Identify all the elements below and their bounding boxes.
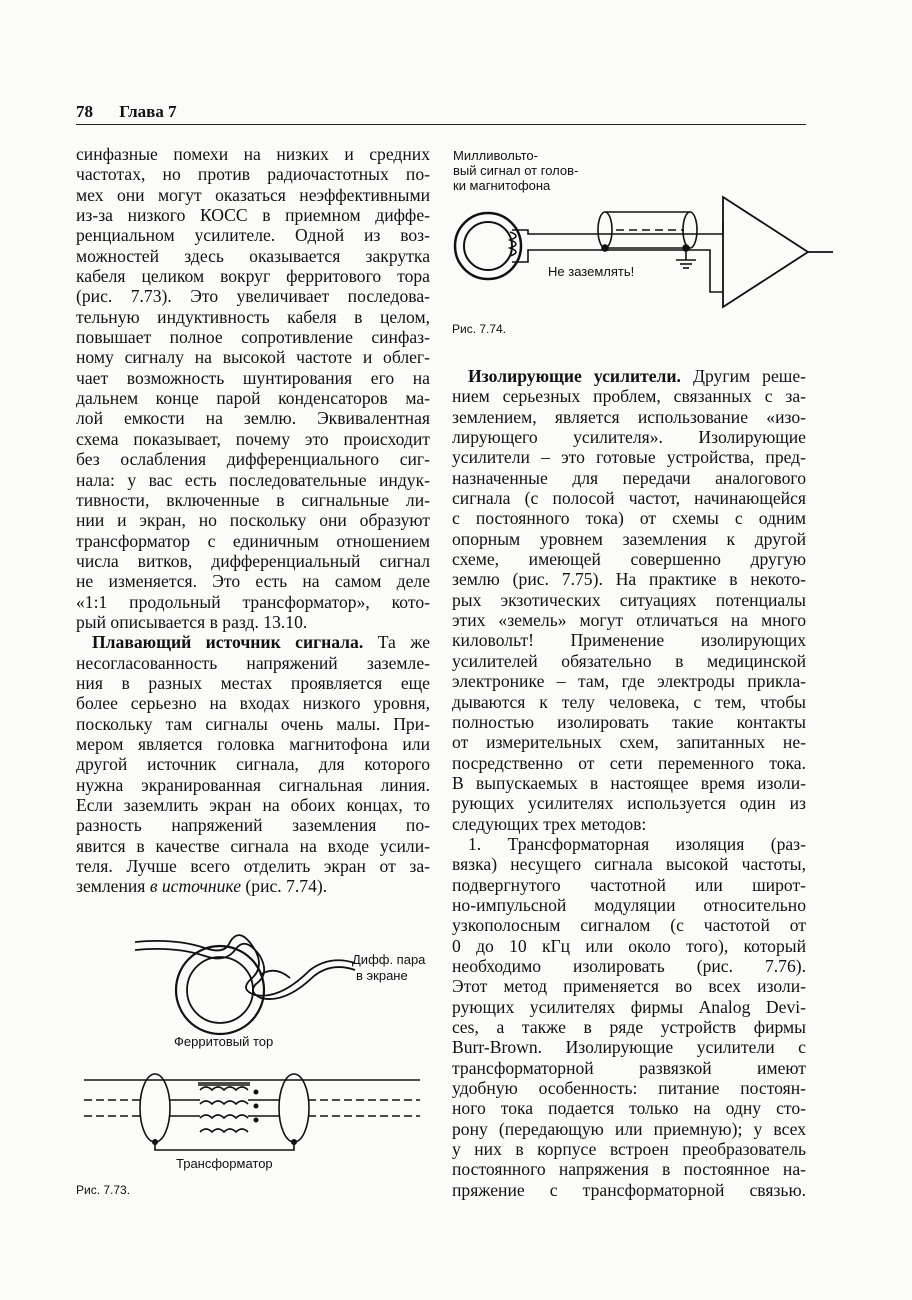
text-line: кабеля целиком вокруг ферритового тора <box>76 266 430 287</box>
text-line: В выпускаемых в настоящее время изоли- <box>452 772 806 793</box>
text-line: рону (передающую или приемную); у всех <box>452 1118 806 1139</box>
text-line: опорным уровнем заземления к другой <box>452 528 806 549</box>
amplifier-triangle <box>723 197 833 307</box>
text-line: полностью изолировать такие контакты <box>452 711 806 732</box>
text-line: трансформаторной развязкой имеют <box>452 1057 806 1078</box>
figure-caption: Рис. 7.74. <box>452 322 507 336</box>
text-line: Если заземлить экран на обоих концах, то <box>76 795 430 815</box>
text-line: удобную особенность: питание постоян- <box>452 1078 806 1099</box>
text-line: рый описывается в разд. 13.10. <box>76 611 308 632</box>
text-line: рующих усилителях фирмы Analog Devi- <box>452 996 806 1017</box>
text-line: посредственно от сети переменного тока. <box>452 752 806 773</box>
text-line: электронике – там, где электроды прикла- <box>452 671 806 692</box>
text-line: (рис. 7.73). Это увеличивает последова- <box>76 286 430 307</box>
text-line: ренциальном усилителе. Одной из воз- <box>76 225 430 246</box>
text-line: несогласованность напряжений заземле- <box>76 652 430 673</box>
text-line: мех они могут оказаться неэффективными <box>76 184 430 205</box>
text-line: рых экзотических ситуациях потенциалы <box>452 589 806 610</box>
text-line: тивности, включенные в сигнальные ли- <box>76 489 430 510</box>
text-line: нии и экран, но поскольку они образуют <box>76 510 430 531</box>
text-line: 0 до 10 кГц или около того), который <box>452 935 806 956</box>
text-line: лой емкости на землю. Эквивалентная <box>76 408 430 429</box>
text-line: частотах, но против радиочастотных по- <box>76 164 430 185</box>
text-line: лирующего усилителя». Изолирующие <box>452 427 806 448</box>
text-line: сигнала (с полосой частот, начинающейся <box>452 488 806 509</box>
paragraph-floating-source <box>76 632 430 876</box>
run-in-heading: Плавающий источник сигнала. <box>92 632 364 653</box>
figure-label-line: ки магнитофона <box>453 178 551 193</box>
running-header <box>76 102 806 122</box>
text-line: более серьезно на входах низкого уровня, <box>76 693 430 714</box>
text-line: ces, а также в ряде устройств фирмы <box>452 1017 806 1037</box>
text-line: назначенные для передачи аналогового <box>452 467 806 488</box>
text-line: нужна экранированная сигнальная линия. <box>76 774 430 795</box>
figure-7-74 <box>448 142 838 342</box>
text-line: явится в качестве сигнала на входе усили- <box>76 835 430 856</box>
text-line: Плавающий источник сигнала. Та же <box>92 632 430 653</box>
right-column <box>452 366 806 1200</box>
text-line: повышает полное сопротивление синфаз- <box>76 327 430 348</box>
signal-wiring <box>512 222 723 292</box>
figure-label-line: вый сигнал от голов- <box>453 163 579 178</box>
left-column <box>76 144 430 897</box>
twisted-cable <box>135 935 355 999</box>
text-line: следующих трех методов: <box>452 813 647 834</box>
figure-7-73 <box>80 920 440 1175</box>
text-line: нала: у вас есть последовательные индук- <box>76 469 430 490</box>
text-line: Burr-Brown. Изолирующие усилители с <box>452 1037 806 1058</box>
text-line: «1:1 продольный трансформатор», кото- <box>76 591 430 612</box>
text-line: Изолирующие усилители. Другим реше- <box>468 366 806 386</box>
toroid-label: Ферритовый тор <box>174 1034 274 1049</box>
text-line: земления в источнике (рис. 7.74). <box>76 876 328 897</box>
header-rule <box>76 124 806 125</box>
text-line: тельную индуктивность кабеля в целом, <box>76 306 430 327</box>
transformer-schematic <box>84 1074 420 1150</box>
text-line: 1. Трансформаторная изоляция (раз- <box>468 833 806 854</box>
text-line: дываются к телу человека, с тем, чтобы <box>452 691 806 712</box>
shielded-cable <box>598 212 697 248</box>
page-number: 78 <box>76 102 93 121</box>
text-line: постоянного напряжения в постоянное на- <box>452 1159 806 1180</box>
text-line: необходимо изолировать (рис. 7.76). <box>452 955 806 976</box>
text-line: усилителей обязательно в медицинской <box>452 650 806 671</box>
figure-7-73-diagram <box>80 920 440 1175</box>
text-line: поскольку там сигналы очень малы. При- <box>76 713 430 734</box>
text-line: не изменяется. Это есть на самом деле <box>76 571 430 592</box>
text-line: можностей здесь оказывается закрутка <box>76 245 430 266</box>
paragraph-common-mode <box>76 144 430 632</box>
text-line: пряжение с трансформаторной связью. <box>452 1179 806 1200</box>
text-line: киловольт! Применение изолирующих <box>452 630 806 651</box>
text-line: землю (рис. 7.75). На практике в некото- <box>452 569 806 590</box>
chapter-title: Глава 7 <box>119 102 177 121</box>
text-line: но-импульсной модуляции относительно <box>452 894 806 915</box>
text-line: другой источник сигнала, для которого <box>76 754 430 775</box>
text-line: узкополосным сигналом (с частотой от <box>452 915 806 936</box>
text-line: с постоянного тока) от схемы с одним <box>452 508 806 529</box>
text-line: ному сигналу на высокой частоте и облег- <box>76 347 430 368</box>
paragraph-transformer-isolation <box>452 834 806 1200</box>
text-line: рующих усилителях используется один из <box>452 793 806 814</box>
pair-label-line: в экране <box>356 968 408 983</box>
text-line: Этот метод применяется во всех изоли- <box>452 976 806 997</box>
text-line: числа витков, дифференциальный сигнал <box>76 550 430 571</box>
run-in-heading: Изолирующие усилители. <box>468 366 681 386</box>
figure-label-line: Милливольто- <box>453 148 538 163</box>
text-line: от измерительных схем, запитанных не- <box>452 732 806 753</box>
text-line: нием серьезных проблем, связанных с за- <box>452 386 806 407</box>
text-line: дальнем конце парой конденсаторов ма- <box>76 388 430 409</box>
figure-7-74-diagram <box>448 142 838 342</box>
no-ground-label: Не заземлять! <box>548 264 635 279</box>
text-line: мером является головка магнитофона или <box>76 733 430 754</box>
paragraph-isolation-amplifiers <box>452 366 806 834</box>
text-line: без ослабления дифференциального сиг- <box>76 449 430 470</box>
figure-caption: Рис. 7.73. <box>76 1183 131 1197</box>
text-line: землением, является использование «изо- <box>452 406 806 427</box>
text-line: схеме, имеющей совершенно другую <box>452 549 806 570</box>
text-line: разность напряжений заземления по- <box>76 815 430 836</box>
text-line: у них в корпусе встроен преобразователь <box>452 1139 806 1160</box>
text-line: синфазные помехи на низких и средних <box>76 144 430 164</box>
text-line: вязка) несущего сигнала высокой частоты, <box>452 854 806 875</box>
text-line: трансформатор с единичным отношением <box>76 530 430 551</box>
text-line: схема показывает, почему это происходит <box>76 428 430 449</box>
text-line: ния в разных местах проявляется еще <box>76 672 430 693</box>
paragraph-floating-source-end <box>76 876 430 896</box>
transformer-label: Трансформатор <box>176 1156 273 1171</box>
text-line: теля. Лучше всего отделить экран от за- <box>76 856 430 877</box>
text-line: усилители – это готовые устройства, пред- <box>452 447 806 468</box>
text-line: подвергнутого частотной или широт- <box>452 874 806 895</box>
text-line: чает возможность шунтирования его на <box>76 367 430 388</box>
text-line: этих «земель» могут отличаться на много <box>452 610 806 631</box>
text-line: ного тока подается только на одну сто- <box>452 1098 806 1119</box>
tape-head <box>455 213 521 279</box>
text-line: из-за низкого КОСС в приемном диффе- <box>76 205 430 226</box>
pair-label-line: Дифф. пара <box>352 952 426 967</box>
